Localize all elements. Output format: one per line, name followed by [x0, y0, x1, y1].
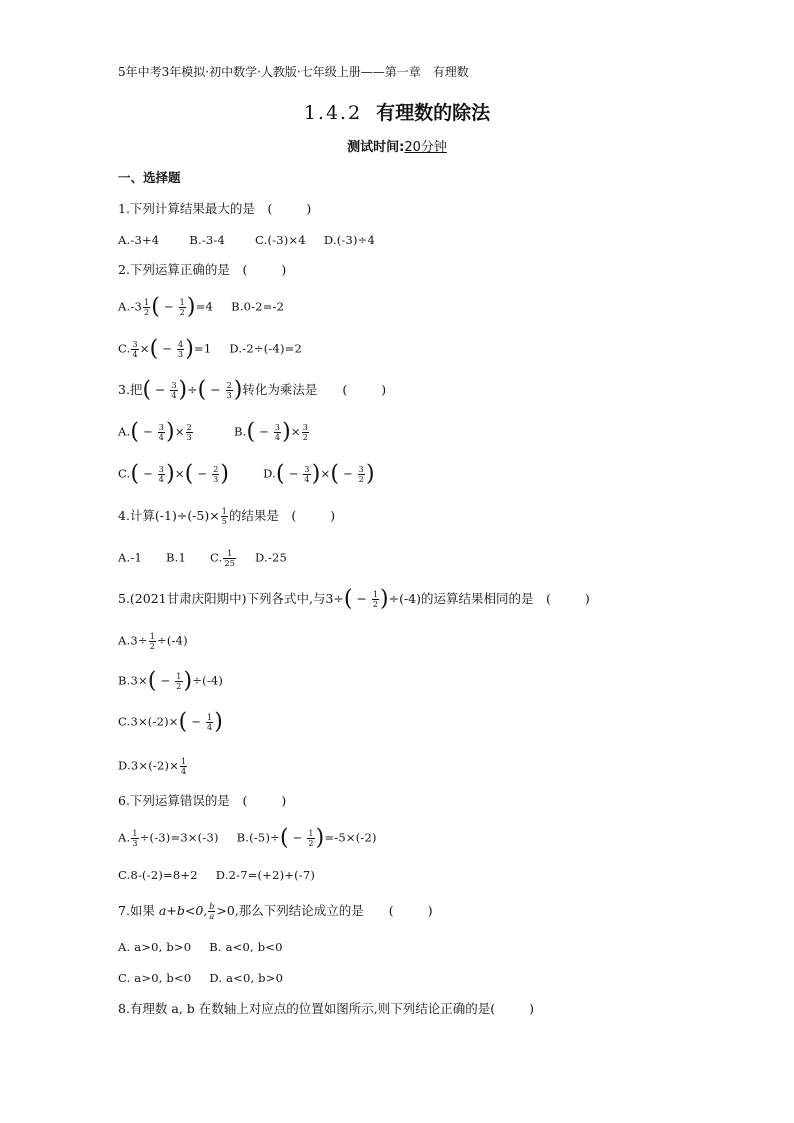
question-5-option-b: B.3×( − $\frac{1}{2}$ )÷(-4): [118, 668, 224, 694]
fraction: $\frac{1}{2}$: [179, 298, 185, 317]
option-d: D.2-7=(+2)+(-7): [215, 868, 316, 882]
test-time-label: 测试时间:: [347, 140, 405, 155]
test-time: [0, 136, 794, 155]
option-d: D. a<0, b>0: [209, 971, 284, 985]
option-d: D.-2÷(-4)=2: [229, 341, 303, 356]
option-c: C. a>0, b<0: [118, 971, 192, 985]
fraction: $\frac{3}{4}$: [171, 381, 177, 400]
page-header: 5年中考3年模拟·初中数学·人教版·七年级上册——第一章 有理数: [118, 65, 469, 79]
fraction: $\frac{3}{4}$: [132, 340, 138, 359]
question-2-options-cd: C. $\frac{3}{4}$ ×( − $\frac{4}{3}$ )=1 D.-2÷(-4)=2: [118, 336, 303, 362]
question-7-options-cd: [118, 970, 283, 986]
question-6-options-cd: [118, 867, 315, 883]
test-time-value: 20分钟: [404, 140, 447, 155]
question-5: 5.(2021甘肃庆阳期中)下列各式中,与3÷( − $\frac{1}{2}$ )÷(-4)的运算结果相同的是 ( ): [118, 586, 590, 612]
question-1-options: [118, 232, 375, 248]
question-8-stem: 8.有理数 a, b 在数轴上对应点的位置如图所示,则下列结论正确的是: [118, 1001, 491, 1016]
option-b: B.0-2=-2: [231, 299, 285, 314]
option-c: C.(-3)×4: [255, 233, 306, 247]
lesson-number: 1.4.2: [303, 102, 363, 124]
lesson-name: 有理数的除法: [376, 102, 491, 124]
question-6-stem: 6.下列运算错误的是: [118, 793, 230, 808]
option-a: A.-1: [118, 550, 142, 565]
fraction: $\frac{1}{2}$: [143, 298, 150, 317]
question-6-options-ab: A. $\frac{1}{3}$ ÷(-3)=3×(-3) B.(-5)÷( − $\frac{1}{2}$ )=-5×(-2): [118, 825, 377, 851]
question-4: 4.计算(-1)÷(-5)× $\frac{1}{5}$ 的结果是 ( ): [118, 507, 336, 526]
question-8: 8.有理数 a, b 在数轴上对应点的位置如图所示,则下列结论正确的是( ): [118, 1001, 535, 1016]
question-5-option-a: A.3÷ $\frac{1}{2}$ ÷(-4): [118, 632, 188, 651]
question-7-options-ab: [118, 939, 283, 955]
option-b: B.1: [165, 550, 186, 565]
option-c: C.8-(-2)=8+2: [118, 868, 198, 882]
option-a: A.-3+4: [118, 233, 160, 247]
fraction: $\frac{4}{3}$: [177, 340, 184, 359]
question-1: 1.下列计算结果最大的是 ( ): [118, 201, 312, 216]
question-3-options-cd: C.( − $\frac{3}{4}$ )×( − $\frac{2}{3}$ ) D.( − $\frac{3}{4}$ )×( − $\frac{3}{2}$ ): [118, 461, 375, 487]
option-b: B. a<0, b<0: [209, 940, 283, 954]
fraction: $\frac{2}{3}$: [226, 381, 232, 400]
question-2-options-ab: A.-3 $\frac{1}{2}$ ( − $\frac{1}{2}$ )=4 B.0-2=-2: [118, 294, 285, 320]
option-d: D.-25: [255, 550, 288, 565]
section-title: 一、选择题: [118, 170, 181, 185]
question-3: 3.把( − $\frac{3}{4}$ )÷( − $\frac{2}{3}$ )转化为乘法是 ( ): [118, 377, 387, 403]
option-c: C.: [210, 550, 223, 565]
lesson-title: [0, 98, 794, 125]
option-d: D.(-3)÷4: [323, 233, 376, 247]
question-2-stem: 2.下列运算正确的是: [118, 262, 230, 277]
question-5-option-c: C.3×(-2)×( − $\frac{1}{4}$ ): [118, 709, 224, 735]
question-5-option-d: D.3×(-2)× $\frac{1}{4}$: [118, 757, 187, 776]
question-2: 2.下列运算正确的是 ( ): [118, 262, 287, 277]
question-4-options: A.-1 B.1 C. $\frac{1}{25}$ D.-25: [118, 549, 288, 568]
question-6: 6.下列运算错误的是 ( ): [118, 793, 287, 808]
option-b: B.-3-4: [189, 233, 226, 247]
question-7: 7.如果 a+b<0, $\frac{b}{a}$ >0,那么下列结论成立的是 ( ): [118, 902, 433, 921]
option-a: A. a>0, b>0: [118, 940, 192, 954]
question-1-stem: 1.下列计算结果最大的是: [118, 201, 255, 216]
question-3-options-ab: A.( − $\frac{3}{4}$ )× $\frac{2}{3}$ B.( − $\frac{3}{4}$ )× $\frac{3}{2}$: [118, 419, 309, 445]
